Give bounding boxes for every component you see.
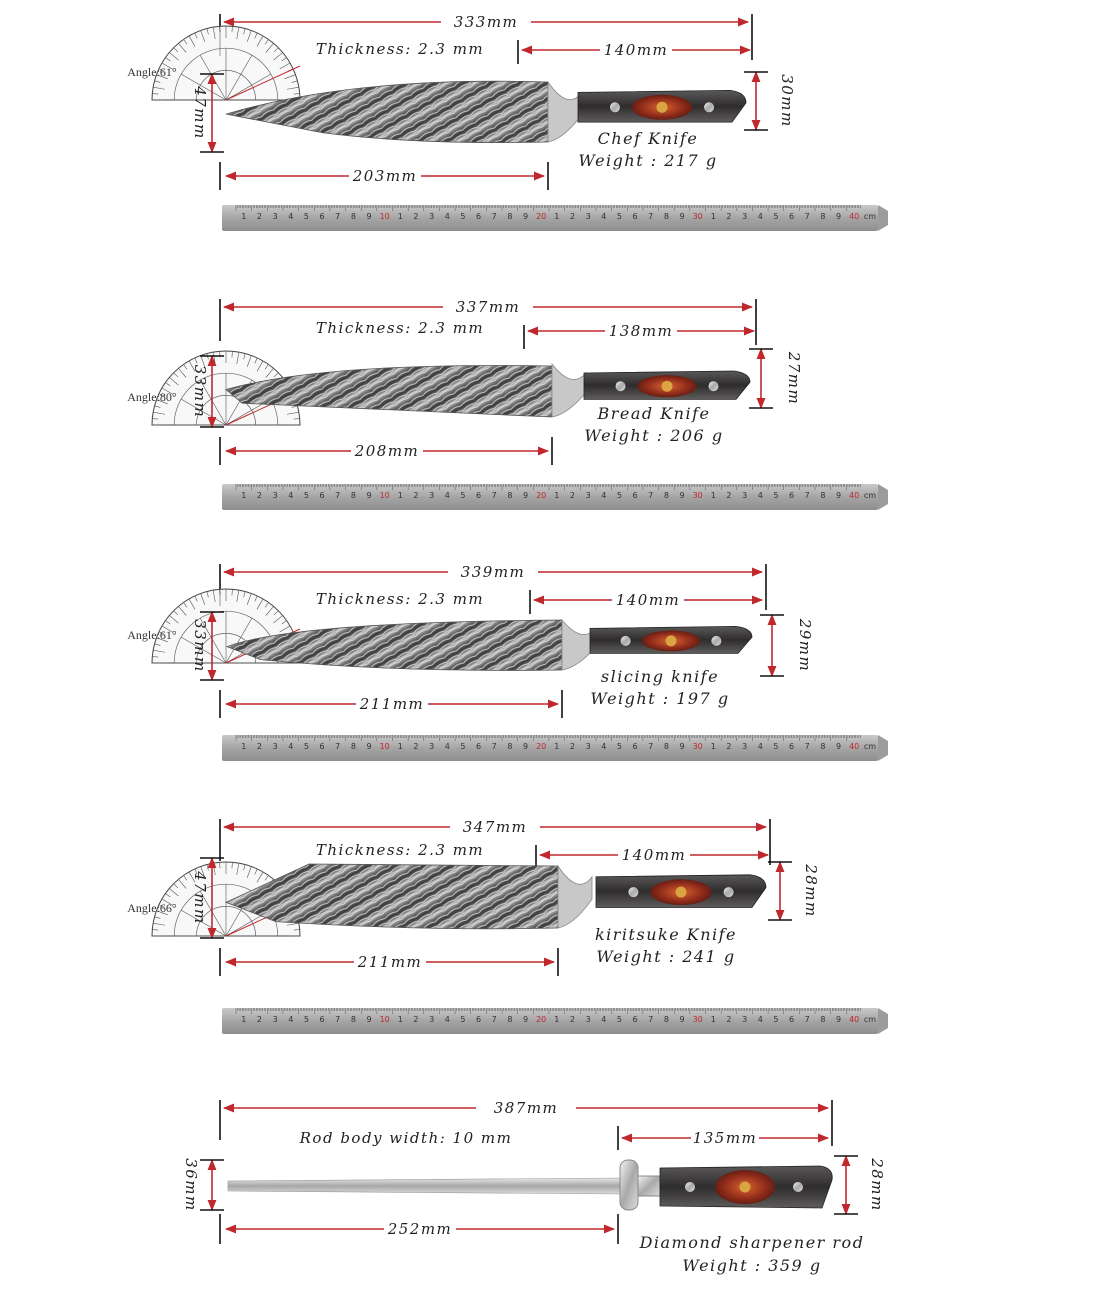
ruler-unit: cm (863, 1015, 877, 1024)
angle-label: Angle:66° (127, 901, 177, 915)
knife-name: Chef Knife (597, 129, 699, 148)
knife-illustration-rivet-back (724, 887, 734, 897)
handle-height-dim-label: 29mm (796, 618, 814, 673)
ruler-label: 2 (726, 742, 732, 751)
ruler-label: 6 (476, 491, 482, 500)
ruler-label: 8 (820, 1015, 826, 1024)
ruler-label: 6 (319, 742, 325, 751)
rod-width-label: Rod body width: 10 mm (299, 1129, 513, 1147)
ruler-label: 3 (429, 212, 435, 221)
ruler-label: 30 (692, 1015, 703, 1024)
ruler-label: 1 (241, 1015, 247, 1024)
ruler-label: 8 (663, 212, 669, 221)
ruler-label: 7 (491, 742, 497, 751)
ruler-label: 8 (820, 491, 826, 500)
handle-length-dim (540, 846, 768, 864)
steel-ruler-tip (878, 484, 888, 510)
ruler-label: 5 (460, 742, 466, 751)
ruler-label: 2 (413, 742, 419, 751)
ruler-label: 4 (288, 212, 294, 221)
ruler-label: 5 (773, 212, 779, 221)
ruler-label: 4 (444, 491, 450, 500)
blade-height-dim-label: 47mm (191, 86, 209, 140)
ruler-label: 2 (726, 1015, 732, 1024)
ruler-label: 5 (616, 212, 622, 221)
ruler-label: 5 (303, 491, 309, 500)
ruler-label: 8 (663, 1015, 669, 1024)
ruler-label: 2 (569, 742, 576, 751)
blade-height-dim-label: 47mm (191, 871, 209, 925)
rod-mosaic-pin (740, 1182, 751, 1193)
ruler-label: 9 (835, 491, 842, 500)
ruler-label: 20 (536, 1015, 547, 1024)
handle-length-dim (522, 41, 750, 59)
knife-illustration-bolster (548, 82, 582, 142)
ruler-label: 9 (366, 491, 372, 500)
angle-label: Angle:61° (127, 65, 177, 79)
steel-ruler-tip (878, 735, 888, 761)
knife-name: Bread Knife (597, 404, 711, 423)
rod-name: Diamond sharpener rod (639, 1233, 865, 1252)
ruler-label: 6 (632, 212, 638, 221)
knife-illustration (226, 864, 766, 929)
ruler-label: 3 (742, 491, 748, 500)
handle-length-dim (534, 591, 762, 609)
ruler-label: 10 (379, 1015, 390, 1024)
handle-height-dim-label: 30mm (778, 74, 796, 128)
handle-height-dim (760, 615, 814, 676)
ruler-label: 3 (272, 212, 278, 221)
ruler-label: 9 (522, 491, 529, 500)
ruler-label: 1 (397, 491, 403, 500)
knife-illustration-bolster (552, 364, 586, 417)
ruler-label: 2 (726, 491, 732, 500)
angle-label: Angle:61° (127, 628, 177, 642)
handle-length-dim (528, 322, 754, 340)
knife-illustration-rivet-front (621, 636, 631, 646)
ruler-label: 9 (679, 742, 685, 751)
ruler-label: 7 (491, 491, 497, 500)
ruler-label: 40 (849, 1015, 860, 1024)
rod-guard-height-dim (182, 1158, 224, 1212)
ruler-label: 9 (679, 491, 685, 500)
ruler-label: 7 (335, 212, 341, 221)
ruler-label: 2 (413, 212, 419, 221)
ruler-label: 7 (804, 742, 810, 751)
ruler-label: 4 (601, 212, 607, 221)
sharpener-rod-panel (182, 1099, 886, 1275)
ruler-label: 30 (692, 212, 703, 221)
knife-weight: Weight : 197 g (590, 689, 730, 708)
ruler-label: 1 (710, 212, 716, 221)
ruler-label: 1 (397, 1015, 403, 1024)
ruler-label: 7 (335, 491, 341, 500)
ruler-label: 1 (397, 212, 403, 221)
thickness-label: Thickness: 2.3 mm (315, 590, 485, 608)
rod-rivet-back (793, 1182, 803, 1192)
ruler-label: 5 (773, 491, 779, 500)
ruler-label: 6 (632, 1015, 638, 1024)
ruler-label: 4 (601, 1015, 607, 1024)
ruler-label: 5 (773, 1015, 779, 1024)
ruler-label: 3 (742, 212, 748, 221)
ruler-label: 3 (742, 742, 748, 751)
knife-illustration-mosaic-pin (662, 381, 673, 392)
ruler-label: 9 (366, 742, 372, 751)
ruler-label: 8 (350, 742, 356, 751)
ruler-label: 7 (335, 1015, 341, 1024)
ruler-label: 4 (444, 212, 450, 221)
blade-length-dim-label: 208mm (354, 442, 420, 460)
ruler-label: 7 (491, 212, 497, 221)
ruler-label: 7 (804, 491, 810, 500)
knife-panel-4 (127, 818, 888, 1034)
handle-length-dim-label: 140mm (603, 41, 669, 59)
knife-illustration-bolster (558, 866, 592, 928)
rod-body (228, 1178, 622, 1194)
ruler-label: 4 (444, 1015, 450, 1024)
blade-length-dim-label: 211mm (357, 953, 423, 971)
ruler-label: 3 (429, 1015, 435, 1024)
ruler-label: 7 (648, 212, 654, 221)
ruler-label: 5 (303, 1015, 309, 1024)
knife-illustration-blade (226, 864, 558, 929)
rod-length-dim (226, 1220, 614, 1238)
rod-ferrule (638, 1176, 660, 1196)
total-length-dim (224, 818, 766, 836)
ruler-label: 8 (507, 742, 513, 751)
ruler-label: 40 (849, 491, 860, 500)
ruler-label: 1 (554, 212, 560, 221)
knife-illustration-rivet-front (616, 381, 626, 391)
knife-illustration-rivet-back (708, 381, 718, 391)
ruler-label: 3 (429, 742, 435, 751)
rod-total-length-dim (224, 1099, 828, 1117)
ruler-label: 1 (241, 491, 247, 500)
ruler-label: 3 (585, 212, 591, 221)
knife-illustration-rivet-front (628, 887, 638, 897)
knife-illustration-rivet-front (610, 102, 620, 112)
ruler-label: 8 (350, 212, 356, 221)
total-length-dim-label: 339mm (460, 563, 526, 581)
ruler-label: 1 (554, 742, 560, 751)
ruler-label: 5 (460, 491, 466, 500)
ruler-label: 1 (554, 1015, 560, 1024)
handle-length-dim-label: 140mm (615, 591, 681, 609)
ruler-label: 3 (272, 1015, 278, 1024)
ruler-label: 7 (648, 491, 654, 500)
ruler-label: 1 (397, 742, 403, 751)
ruler-label: 8 (820, 742, 826, 751)
thickness-label: Thickness: 2.3 mm (315, 40, 485, 58)
ruler-label: 9 (522, 1015, 529, 1024)
ruler-label: 6 (319, 1015, 325, 1024)
ruler-label: 7 (491, 1015, 497, 1024)
ruler-label: 8 (507, 212, 513, 221)
knife-illustration-mosaic-pin (676, 887, 687, 898)
blade-height-dim-label: 33mm (191, 619, 209, 673)
protractor (152, 26, 300, 100)
ruler-label: 5 (460, 1015, 466, 1024)
ruler-label: 9 (522, 742, 529, 751)
ruler-label: 8 (507, 1015, 513, 1024)
thickness-label: Thickness: 2.3 mm (315, 841, 485, 859)
ruler-label: 4 (757, 1015, 763, 1024)
ruler-label: 2 (256, 742, 263, 751)
ruler-label: 5 (303, 742, 309, 751)
ruler-label: 3 (585, 742, 591, 751)
knife-panel-2 (127, 298, 888, 510)
ruler-label: 20 (536, 491, 547, 500)
ruler-label: 3 (272, 491, 278, 500)
thickness-label: Thickness: 2.3 mm (315, 319, 485, 337)
ruler-label: 5 (460, 212, 466, 221)
ruler-label: 4 (757, 742, 763, 751)
ruler-label: 9 (679, 212, 685, 221)
handle-height-dim (768, 862, 820, 920)
ruler-label: 10 (379, 742, 390, 751)
ruler-label: 4 (601, 491, 607, 500)
rod-handle-length-dim-label: 135mm (692, 1129, 758, 1147)
ruler-label: 6 (632, 742, 638, 751)
ruler-label: 7 (335, 742, 341, 751)
knife-name: slicing knife (600, 667, 720, 686)
knife-weight: Weight : 217 g (578, 151, 718, 170)
knife-weight: Weight : 206 g (584, 426, 724, 445)
ruler-label: 7 (804, 1015, 810, 1024)
knife-panel-1 (127, 13, 888, 231)
ruler-label: 2 (413, 1015, 419, 1024)
knife-illustration (227, 620, 752, 670)
handle-height-dim-label: 27mm (785, 351, 803, 406)
ruler-unit: cm (863, 742, 877, 751)
total-length-dim (224, 563, 762, 581)
ruler-label: 30 (692, 491, 703, 500)
angle-label: Angle:80° (127, 390, 177, 404)
ruler-label: 9 (522, 212, 529, 221)
ruler-label: 1 (710, 491, 716, 500)
handle-height-dim (744, 72, 796, 130)
ruler-label: 10 (379, 491, 390, 500)
ruler-label: 8 (350, 1015, 356, 1024)
ruler-label: 7 (648, 1015, 654, 1024)
ruler-label: 3 (585, 491, 591, 500)
ruler-label: 4 (444, 742, 450, 751)
ruler-label: 8 (507, 491, 513, 500)
ruler-label: 9 (366, 1015, 372, 1024)
ruler-label: 6 (476, 742, 482, 751)
ruler-label: 8 (663, 491, 669, 500)
steel-ruler (222, 484, 888, 510)
ruler-label: 6 (319, 212, 325, 221)
knife-illustration-rivet-back (711, 636, 721, 646)
total-length-dim-label: 333mm (453, 13, 519, 31)
steel-ruler-tip (878, 1008, 888, 1034)
rod-rivet-front (685, 1182, 695, 1192)
blade-height-dim-label: 33mm (191, 364, 209, 419)
ruler-label: 6 (789, 1015, 795, 1024)
ruler-label: 6 (789, 212, 795, 221)
rod-total-length-dim-label: 387mm (493, 1099, 559, 1117)
steel-ruler (222, 205, 888, 231)
ruler-label: 40 (849, 212, 860, 221)
ruler-label: 2 (569, 212, 576, 221)
rod-weight: Weight : 359 g (682, 1256, 822, 1275)
ruler-label: 5 (303, 212, 309, 221)
ruler-label: 2 (256, 1015, 263, 1024)
ruler-label: 3 (272, 742, 278, 751)
blade-length-dim (226, 167, 544, 185)
handle-length-dim-label: 140mm (621, 846, 687, 864)
ruler-label: 6 (632, 491, 638, 500)
ruler-label: 5 (773, 742, 779, 751)
ruler-label: 1 (710, 1015, 716, 1024)
ruler-label: 6 (789, 491, 795, 500)
blade-length-dim (226, 953, 554, 971)
rod-guard (620, 1160, 638, 1210)
handle-height-dim-label: 28mm (802, 864, 820, 918)
ruler-label: 6 (476, 1015, 482, 1024)
total-length-dim (224, 298, 752, 316)
ruler-label: 40 (849, 742, 860, 751)
ruler-label: 8 (350, 491, 356, 500)
total-length-dim-label: 347mm (462, 818, 528, 836)
ruler-label: 3 (585, 1015, 591, 1024)
knife-panel-3 (127, 563, 888, 761)
ruler-label: 9 (835, 212, 842, 221)
ruler-label: 5 (616, 1015, 622, 1024)
blade-length-dim (226, 442, 548, 460)
rod-handle-length-dim (622, 1129, 828, 1147)
steel-ruler-tip (878, 205, 888, 231)
ruler-label: 2 (256, 491, 263, 500)
ruler-label: 4 (288, 742, 294, 751)
ruler-label: 8 (663, 742, 669, 751)
ruler-label: 4 (288, 491, 294, 500)
ruler-label: 7 (804, 212, 810, 221)
knife-illustration-rivet-back (704, 102, 714, 112)
ruler-unit: cm (863, 212, 877, 221)
ruler-label: 4 (601, 742, 607, 751)
handle-length-dim-label: 138mm (608, 322, 674, 340)
ruler-label: 10 (379, 212, 390, 221)
handle-height-dim (749, 349, 803, 408)
blade-length-dim (226, 695, 558, 713)
ruler-label: 9 (835, 1015, 842, 1024)
steel-ruler (222, 1008, 888, 1034)
ruler-unit: cm (863, 491, 877, 500)
ruler-label: 7 (648, 742, 654, 751)
rod-length-dim-label: 252mm (387, 1220, 453, 1238)
knife-illustration-mosaic-pin (657, 102, 668, 113)
ruler-label: 9 (366, 212, 372, 221)
ruler-label: 4 (757, 212, 763, 221)
knife-illustration-mosaic-pin (666, 635, 677, 646)
ruler-label: 2 (256, 212, 263, 221)
rod-guard-height-dim-label: 36mm (182, 1158, 200, 1212)
ruler-label: 2 (569, 1015, 576, 1024)
ruler-label: 4 (288, 1015, 294, 1024)
ruler-label: 20 (536, 742, 547, 751)
ruler-label: 8 (820, 212, 826, 221)
ruler-label: 20 (536, 212, 547, 221)
ruler-label: 1 (241, 212, 247, 221)
ruler-label: 2 (569, 491, 576, 500)
rod-handle-height-dim (834, 1156, 886, 1214)
ruler-label: 6 (319, 491, 325, 500)
steel-ruler (222, 735, 888, 761)
ruler-label: 4 (757, 491, 763, 500)
ruler-label: 1 (554, 491, 560, 500)
ruler-label: 1 (241, 742, 247, 751)
ruler-label: 30 (692, 742, 703, 751)
blade-length-dim-label: 211mm (359, 695, 425, 713)
ruler-label: 3 (742, 1015, 748, 1024)
ruler-label: 1 (710, 742, 716, 751)
blade-length-dim-label: 203mm (352, 167, 418, 185)
ruler-label: 9 (679, 1015, 685, 1024)
rod-handle-height-dim-label: 28mm (868, 1158, 886, 1212)
ruler-label: 9 (835, 742, 842, 751)
ruler-label: 6 (476, 212, 482, 221)
ruler-label: 3 (429, 491, 435, 500)
ruler-label: 6 (789, 742, 795, 751)
knife-weight: Weight : 241 g (596, 947, 736, 966)
total-length-dim (224, 13, 748, 31)
knife-name: kiritsuke Knife (594, 925, 738, 944)
ruler-label: 5 (616, 491, 622, 500)
total-length-dim-label: 337mm (455, 298, 521, 316)
ruler-label: 2 (413, 491, 419, 500)
ruler-label: 5 (616, 742, 622, 751)
ruler-label: 2 (726, 212, 732, 221)
